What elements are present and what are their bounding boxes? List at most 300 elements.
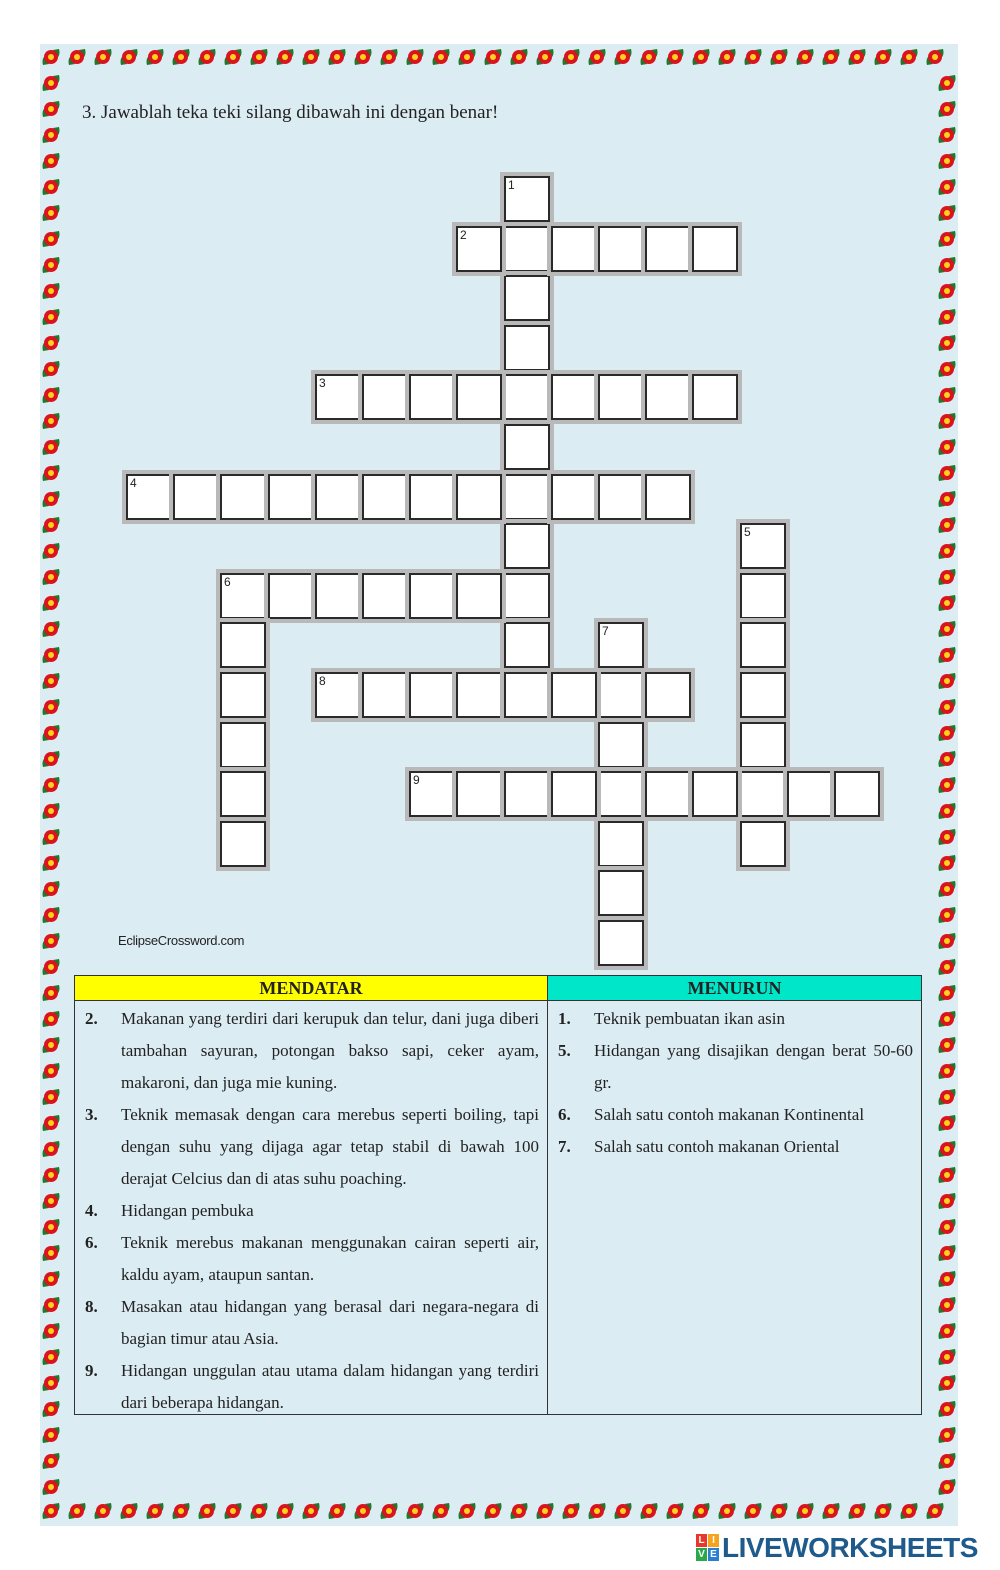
clue-item [75,1291,547,1355]
clue-number-label: 4. [85,1201,98,1220]
crossword-cell[interactable] [504,325,550,371]
flower-icon [936,1450,958,1472]
clue-number-label: 6. [558,1105,571,1124]
clue-number-label: 1. [558,1009,571,1028]
flower-icon [40,384,62,406]
flower-icon [300,46,322,68]
flower-icon [560,46,582,68]
flower-icon [936,644,958,666]
crossword-cell[interactable] [220,771,266,817]
flower-icon [936,1164,958,1186]
flower-icon [936,202,958,224]
flower-icon [300,1500,322,1522]
crossword-cell[interactable] [834,771,880,817]
flower-icon [936,1216,958,1238]
flower-icon [40,1450,62,1472]
flower-icon [936,1190,958,1212]
flower-icon [936,1294,958,1316]
clue-text: Salah satu contoh makanan Oriental [594,1137,840,1156]
flower-icon [936,1112,958,1134]
flower-icon [40,410,62,432]
flower-icon [638,46,660,68]
flower-icon [638,1500,660,1522]
flower-icon [40,722,62,744]
crossword-cell[interactable] [220,622,266,668]
crossword-cell[interactable] [362,374,408,420]
crossword-cell[interactable] [645,374,691,420]
flower-icon [936,280,958,302]
flower-icon [40,202,62,224]
flower-icon [40,1346,62,1368]
crossword-cell[interactable] [362,573,408,619]
clue-number: 9 [413,773,420,787]
crossword-cell[interactable] [551,374,597,420]
crossword-cell[interactable] [551,474,597,520]
crossword-cell[interactable] [268,474,314,520]
flower-icon [40,1372,62,1394]
flower-icon [196,46,218,68]
clue-number: 6 [224,575,231,589]
flower-icon [404,1500,426,1522]
flower-icon [352,46,374,68]
clue-number-label: 6. [85,1233,98,1252]
flower-icon [40,956,62,978]
flower-icon [40,670,62,692]
flower-icon [40,436,62,458]
flower-icon [820,1500,842,1522]
flower-icon [936,878,958,900]
crossword-cell[interactable] [740,771,786,817]
flower-icon [936,826,958,848]
flower-icon [936,384,958,406]
flower-icon [936,1424,958,1446]
clue-number: 1 [508,178,515,192]
flower-icon [936,774,958,796]
crossword-cell[interactable] [409,573,455,619]
flower-icon [40,150,62,172]
crossword-cell[interactable] [504,275,550,321]
flower-icon [612,46,634,68]
flower-icon [936,514,958,536]
flower-icon [936,1398,958,1420]
clue-text: Masakan atau hidangan yang berasal dari negara-negara di bagian timur atau Asia. [121,1297,539,1348]
crossword-cell[interactable] [551,672,597,718]
flower-icon [936,1008,958,1030]
crossword-cell[interactable] [787,771,833,817]
flower-icon [664,46,686,68]
clue-number: 2 [460,228,467,242]
crossword-cell[interactable] [456,374,502,420]
crossword-cell[interactable] [598,622,644,668]
flower-icon [936,800,958,822]
flower-icon [716,46,738,68]
flower-icon [40,540,62,562]
flower-icon [40,176,62,198]
flower-icon [936,1320,958,1342]
clue-text: Makanan yang terdiri dari kerupuk dan telur, dani juga diberi tambahan sayuran, potongan bakso sapi, ceker ayam, makaroni, dan juga mie kuning. [121,1009,539,1092]
flower-icon [924,1500,946,1522]
flower-icon [936,72,958,94]
flower-icon [936,462,958,484]
flower-icon [40,358,62,380]
flower-icon [40,748,62,770]
flower-icon [936,1476,958,1498]
flower-icon [898,46,920,68]
crossword-cell[interactable] [551,771,597,817]
flower-icon [936,436,958,458]
flower-icon [742,46,764,68]
crossword-cell[interactable] [692,226,738,272]
clue-number: 4 [130,476,137,490]
crossword-cell[interactable] [740,573,786,619]
flower-icon [40,46,62,68]
flower-icon [690,1500,712,1522]
flower-icon [936,124,958,146]
clue-number-label: 7. [558,1137,571,1156]
crossword-cell[interactable] [692,771,738,817]
crossword-cell[interactable] [504,424,550,470]
flower-icon [40,1216,62,1238]
crossword-cell[interactable] [220,474,266,520]
flower-icon [378,1500,400,1522]
crossword-cell[interactable] [598,474,644,520]
flower-icon [936,306,958,328]
flower-icon [40,1268,62,1290]
crossword-cell[interactable] [598,672,644,718]
crossword-cell[interactable] [456,573,502,619]
crossword-cell[interactable] [268,573,314,619]
flower-icon [872,1500,894,1522]
flower-icon [936,358,958,380]
credit-text: EclipseCrossword.com [118,933,245,948]
flower-icon [586,46,608,68]
flower-icon [40,1190,62,1212]
flower-icon [936,1268,958,1290]
clues-table [74,975,922,1415]
flower-icon [936,852,958,874]
flower-icon [404,46,426,68]
crossword-cell[interactable] [740,821,786,867]
crossword-cell[interactable] [220,672,266,718]
flower-icon [716,1500,738,1522]
crossword-cell[interactable] [315,374,361,420]
crossword-cell[interactable] [504,523,550,569]
flower-icon [40,254,62,276]
crossword-cell[interactable] [740,523,786,569]
crossword-cell[interactable] [173,474,219,520]
crossword-cell[interactable] [504,474,550,520]
clue-item [548,1035,921,1099]
flower-icon [40,904,62,926]
flower-icon [40,878,62,900]
flower-icon [378,46,400,68]
flower-icon [456,1500,478,1522]
clue-item [548,1131,921,1163]
crossword-cell[interactable] [740,722,786,768]
flower-icon [170,1500,192,1522]
flower-icon [66,46,88,68]
crossword-cell[interactable] [645,771,691,817]
flower-icon [586,1500,608,1522]
crossword-cell[interactable] [456,672,502,718]
flower-icon [936,1034,958,1056]
flower-icon [924,46,946,68]
flower-icon [560,1500,582,1522]
crossword-cell[interactable] [598,226,644,272]
flower-icon [936,1372,958,1394]
flower-icon [936,228,958,250]
flower-icon [248,1500,270,1522]
crossword-cell[interactable] [220,573,266,619]
across-clue-list [75,1001,547,1419]
flower-icon [144,1500,166,1522]
flower-icon [196,1500,218,1522]
crossword-cell[interactable] [315,474,361,520]
across-column [75,976,548,1414]
clue-number-label: 9. [85,1361,98,1380]
clue-text: Hidangan yang disajikan dengan berat 50-60 gr. [594,1041,913,1092]
flower-icon [768,46,790,68]
logo-letter: I [708,1534,719,1547]
crossword-cell[interactable] [598,771,644,817]
flower-icon [936,696,958,718]
crossword-cell[interactable] [504,573,550,619]
flower-icon [936,1060,958,1082]
crossword-cell[interactable] [740,622,786,668]
clue-text: Teknik pembuatan ikan asin [594,1009,785,1028]
crossword-cell[interactable] [126,474,172,520]
clue-text: Teknik memasak dengan cara merebus seperti boiling, tapi dengan suhu yang dijaga agar tetap stabil di bawah 100 derajat Celcius dan di atas suhu poaching. [121,1105,539,1188]
clue-number-label: 3. [85,1105,98,1124]
flower-icon [936,254,958,276]
flower-icon [40,306,62,328]
crossword-cell[interactable] [220,821,266,867]
flower-icon [846,46,868,68]
flower-icon [936,98,958,120]
flower-icon [898,1500,920,1522]
flower-icon [40,124,62,146]
flower-icon [40,462,62,484]
flower-icon [40,1476,62,1498]
flower-icon [936,540,958,562]
flower-icon [274,46,296,68]
flower-icon [40,488,62,510]
flower-icon [40,332,62,354]
crossword-cell[interactable] [504,622,550,668]
flower-icon [846,1500,868,1522]
logo-letter: V [696,1548,707,1561]
flower-icon [40,1034,62,1056]
flower-icon [430,1500,452,1522]
flower-icon [430,46,452,68]
clue-item [75,1355,547,1419]
crossword-cell[interactable] [456,771,502,817]
flower-icon [936,748,958,770]
flower-icon [936,1138,958,1160]
flower-icon [66,1500,88,1522]
flower-icon [274,1500,296,1522]
flower-icon [936,488,958,510]
flower-icon [118,46,140,68]
flower-icon [40,852,62,874]
flower-icon [936,670,958,692]
flower-icon [40,930,62,952]
flower-icon [40,982,62,1004]
flower-icon [40,826,62,848]
flower-icon [690,46,712,68]
flower-icon [40,228,62,250]
clue-item [548,1003,921,1035]
flower-icon [768,1500,790,1522]
flower-icon [936,150,958,172]
flower-icon [936,1346,958,1368]
flower-icon [222,46,244,68]
crossword-cell[interactable] [598,374,644,420]
flower-icon [170,46,192,68]
crossword-cell[interactable] [315,672,361,718]
flower-icon [794,46,816,68]
flower-icon [482,46,504,68]
flower-icon [936,930,958,952]
flower-icon [40,1424,62,1446]
flower-icon [40,774,62,796]
flower-icon [40,514,62,536]
flower-icon [936,1242,958,1264]
flower-icon [118,1500,140,1522]
flower-icon [40,280,62,302]
flower-icon [936,332,958,354]
crossword-cell[interactable] [692,374,738,420]
flower-icon [936,904,958,926]
crossword-cell[interactable] [598,870,644,916]
flower-icon [40,1008,62,1030]
clue-number: 3 [319,376,326,390]
flower-icon [794,1500,816,1522]
crossword-cell[interactable] [409,771,455,817]
down-header: MENURUN [548,976,921,1001]
crossword-cell[interactable] [598,920,644,966]
crossword-cell[interactable] [504,176,550,222]
clue-item [75,1227,547,1291]
flower-icon [936,722,958,744]
crossword-cell[interactable] [598,821,644,867]
clue-item [75,1099,547,1195]
logo-letter: E [708,1548,719,1561]
flower-icon [40,72,62,94]
flower-icon [40,1086,62,1108]
flower-icon [936,618,958,640]
crossword-cell[interactable] [645,474,691,520]
flower-icon [40,618,62,640]
crossword-cell[interactable] [504,226,550,272]
flower-icon [40,800,62,822]
flower-icon [508,1500,530,1522]
flower-icon [508,46,530,68]
flower-icon [40,1320,62,1342]
crossword-cell[interactable] [456,474,502,520]
flower-icon [534,1500,556,1522]
clue-number-label: 8. [85,1297,98,1316]
flower-icon [248,46,270,68]
flower-icon [40,1242,62,1264]
flower-icon [40,566,62,588]
flower-icon [40,1060,62,1082]
crossword-cell[interactable] [504,672,550,718]
clue-text: Hidangan unggulan atau utama dalam hidangan yang terdiri dari beberapa hidangan. [121,1361,539,1412]
flower-icon [352,1500,374,1522]
clue-item [75,1003,547,1099]
crossword-cell[interactable] [456,226,502,272]
flower-icon [936,566,958,588]
flower-icon [936,1086,958,1108]
crossword-cell[interactable] [740,672,786,718]
clue-item [75,1195,547,1227]
flower-icon [222,1500,244,1522]
clue-number: 7 [602,624,609,638]
flower-icon [40,592,62,614]
crossword-cell[interactable] [551,226,597,272]
crossword-cell[interactable] [220,722,266,768]
flower-icon [872,46,894,68]
crossword-cell[interactable] [409,672,455,718]
flower-icon [40,98,62,120]
clue-number-label: 5. [558,1041,571,1060]
flower-icon [326,1500,348,1522]
across-header: MENDATAR [75,976,547,1001]
crossword-cell[interactable] [409,474,455,520]
flower-icon [482,1500,504,1522]
clue-number-label: 2. [85,1009,98,1028]
crossword-cell[interactable] [315,573,361,619]
flower-icon [40,1398,62,1420]
clue-text: Salah satu contoh makanan Kontinental [594,1105,865,1124]
flower-icon [936,410,958,432]
clue-number: 5 [744,525,751,539]
flower-icon [92,1500,114,1522]
flower-icon [40,1164,62,1186]
flower-icon [936,982,958,1004]
flower-icon [664,1500,686,1522]
instruction-text: 3. Jawablah teka teki silang dibawah ini dengan benar! [82,102,499,123]
crossword-cell[interactable] [362,672,408,718]
clue-item [548,1099,921,1131]
logo-text: LIVEWORKSHEETS [722,1532,978,1563]
down-clue-list [548,1001,921,1163]
flower-icon [40,1294,62,1316]
flower-icon [326,46,348,68]
crossword-cell[interactable] [504,374,550,420]
flower-icon [612,1500,634,1522]
flower-icon [40,1138,62,1160]
crossword-cell[interactable] [645,672,691,718]
flower-icon [40,696,62,718]
logo-letter: L [696,1534,707,1547]
flower-icon [40,644,62,666]
flower-icon [820,46,842,68]
flower-icon [742,1500,764,1522]
crossword-cell[interactable] [598,722,644,768]
crossword-cell[interactable] [504,771,550,817]
flower-icon [936,176,958,198]
crossword-cell[interactable] [645,226,691,272]
logo-icon [696,1534,720,1562]
flower-icon [456,46,478,68]
crossword-cell[interactable] [409,374,455,420]
down-column [548,976,921,1414]
clue-text: Teknik merebus makanan menggunakan cairan seperti air, kaldu ayam, ataupun santan. [121,1233,539,1284]
clue-number: 8 [319,674,326,688]
crossword-cell[interactable] [362,474,408,520]
